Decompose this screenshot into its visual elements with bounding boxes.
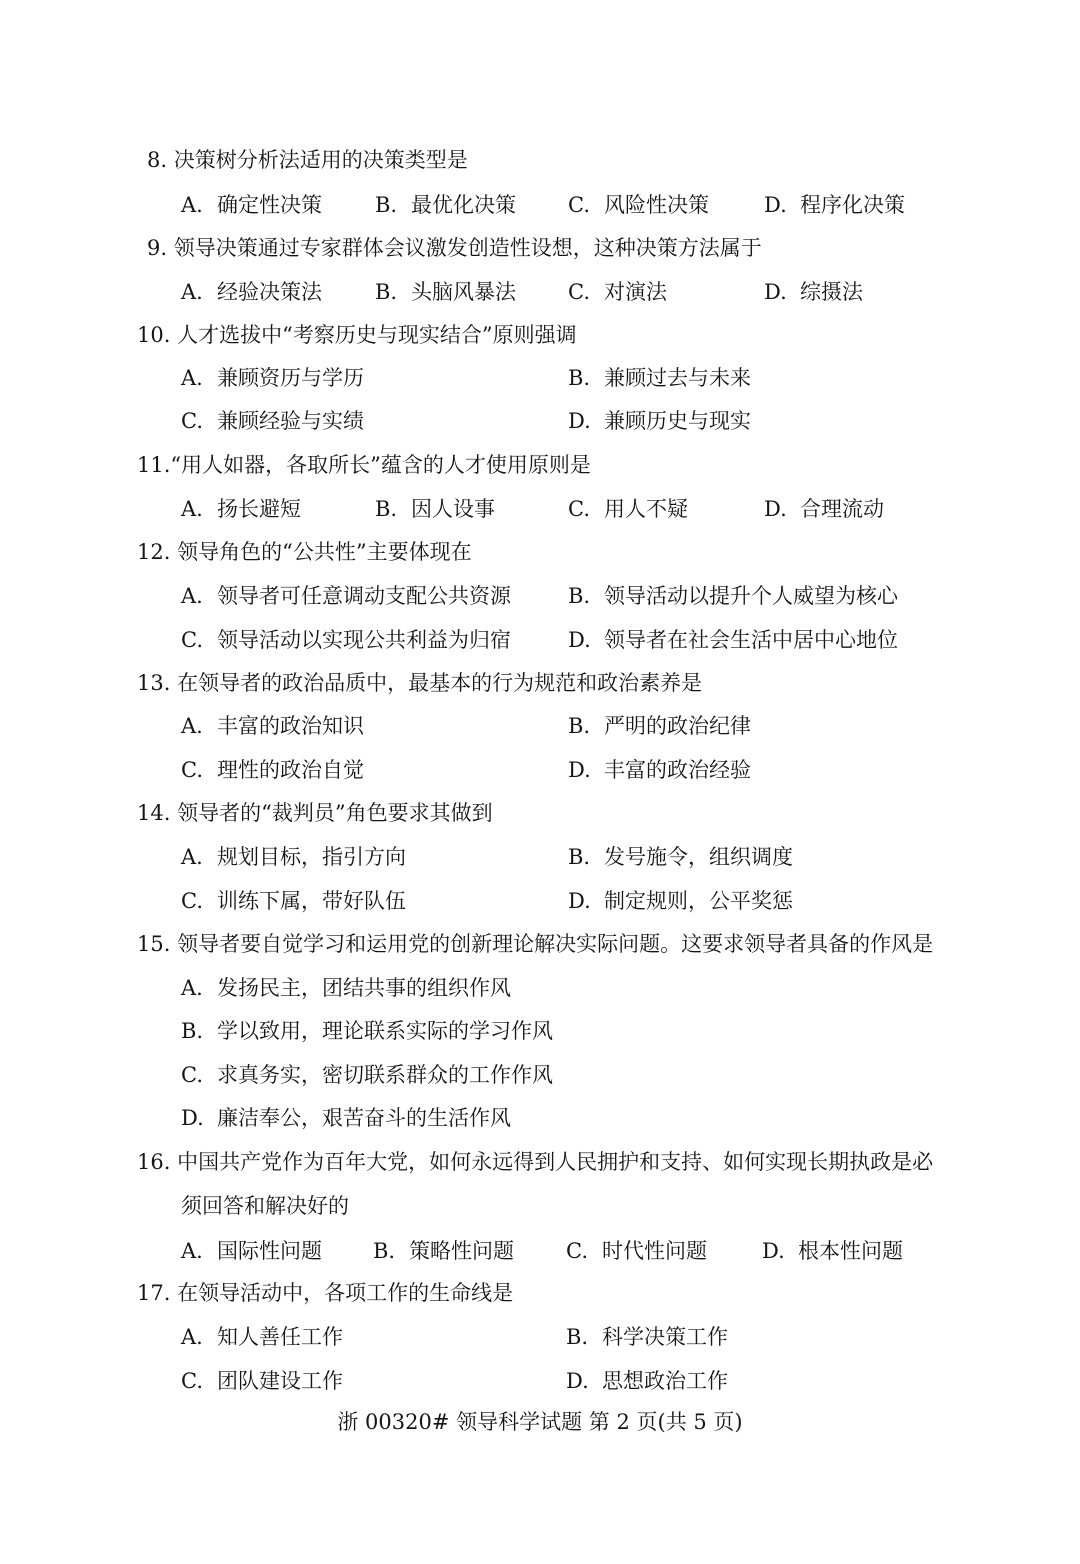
option-key: A.: [181, 1325, 203, 1349]
option-b: [375, 190, 516, 220]
question-stem: [137, 537, 472, 567]
question-number: 13.: [137, 671, 171, 695]
question-stem: [137, 320, 577, 350]
question-number: 11.: [137, 453, 171, 477]
question-stem: [137, 668, 702, 698]
option-key: D.: [764, 193, 787, 217]
option-a: [181, 277, 322, 307]
option-d: [762, 1236, 903, 1266]
stem-line: 领导角色的“公共性”主要体现在: [177, 540, 472, 564]
option-b: [373, 1236, 514, 1266]
option-a: [181, 363, 364, 393]
option-key: C.: [568, 497, 590, 521]
option-key: D.: [764, 280, 787, 304]
option-text: 综摄法: [800, 280, 863, 304]
option-text: 领导活动以提升个人威望为核心: [604, 584, 898, 608]
option-b: [568, 363, 751, 393]
option-a: [181, 842, 406, 872]
option-text: 最优化决策: [411, 193, 516, 217]
option-key: D.: [568, 758, 591, 782]
option-text: 头脑风暴法: [411, 280, 516, 304]
option-text: 知人善任工作: [217, 1325, 343, 1349]
option-c: [568, 277, 667, 307]
option-key: D.: [764, 497, 787, 521]
option-key: C.: [568, 280, 590, 304]
stem-line: 领导决策通过专家群体会议激发创造性设想，这种决策方法属于: [173, 236, 762, 260]
question-stem: [137, 450, 591, 480]
option-b: [181, 1016, 553, 1046]
option-text: 根本性问题: [798, 1239, 903, 1263]
option-text: 确定性决策: [217, 193, 322, 217]
option-text: 国际性问题: [217, 1239, 322, 1263]
stem-line: 决策树分析法适用的决策类型是: [173, 148, 468, 172]
question-number: 9.: [147, 236, 168, 260]
option-c: [181, 755, 364, 785]
option-text: 兼顾资历与学历: [217, 366, 364, 390]
option-key: D.: [568, 628, 591, 652]
option-key: A.: [181, 193, 203, 217]
question-number: 10.: [137, 323, 171, 347]
option-key: B.: [568, 714, 591, 738]
option-a: [181, 190, 322, 220]
stem-line: 中国共产党作为百年大党，如何永远得到人民拥护和支持、如何实现长期执政是必: [177, 1150, 934, 1174]
option-key: C.: [181, 1063, 203, 1087]
option-a: [181, 973, 511, 1003]
option-key: D.: [762, 1239, 785, 1263]
option-text: 兼顾历史与现实: [604, 409, 751, 433]
option-key: D.: [568, 409, 591, 433]
option-d: [568, 886, 793, 916]
stem-line: 领导者要自觉学习和运用党的创新理论解决实际问题。这要求领导者具备的作风是: [177, 932, 934, 956]
option-text: 兼顾过去与未来: [604, 366, 751, 390]
option-d: [764, 494, 884, 524]
option-key: A.: [181, 845, 203, 869]
option-text: 领导者在社会生活中居中心地位: [604, 628, 898, 652]
question-number: 16.: [137, 1150, 171, 1174]
option-key: C.: [566, 1239, 588, 1263]
option-text: 丰富的政治知识: [217, 714, 364, 738]
option-d: [568, 755, 751, 785]
question-stem: [147, 233, 762, 263]
option-c: [181, 1060, 553, 1090]
option-d: [568, 625, 898, 655]
option-text: 经验决策法: [217, 280, 322, 304]
question-number: 14.: [137, 801, 171, 825]
option-key: A.: [181, 714, 203, 738]
option-text: 团队建设工作: [217, 1369, 343, 1393]
stem-line: 在领导者的政治品质中，最基本的行为规范和政治素养是: [177, 671, 703, 695]
option-text: 训练下属，带好队伍: [217, 889, 406, 913]
option-b: [568, 711, 751, 741]
option-text: 因人设事: [411, 497, 495, 521]
option-key: C.: [181, 758, 203, 782]
option-key: B.: [181, 1019, 204, 1043]
option-b: [568, 842, 793, 872]
option-key: B.: [566, 1325, 589, 1349]
option-c: [181, 625, 511, 655]
stem-line: 须回答和解决好的: [181, 1194, 349, 1218]
question-stem-continued: [181, 1191, 349, 1221]
option-text: 思想政治工作: [602, 1369, 728, 1393]
option-key: B.: [568, 845, 591, 869]
option-d: [566, 1366, 728, 1396]
option-b: [375, 494, 495, 524]
option-c: [181, 406, 364, 436]
option-text: 风险性决策: [604, 193, 709, 217]
stem-line: 领导者的“裁判员”角色要求其做到: [177, 801, 493, 825]
option-text: 领导者可任意调动支配公共资源: [217, 584, 511, 608]
option-c: [566, 1236, 707, 1266]
question-stem: [147, 145, 468, 175]
option-c: [181, 886, 406, 916]
option-key: B.: [375, 497, 398, 521]
option-text: 严明的政治纪律: [604, 714, 751, 738]
stem-line: 在领导活动中，各项工作的生命线是: [177, 1281, 514, 1305]
option-text: 制定规则，公平奖惩: [604, 889, 793, 913]
option-b: [375, 277, 516, 307]
option-b: [568, 581, 898, 611]
question-number: 12.: [137, 540, 171, 564]
option-key: A.: [181, 584, 203, 608]
question-stem: [137, 1278, 513, 1308]
option-key: A.: [181, 976, 203, 1000]
option-text: 学以致用，理论联系实际的学习作风: [217, 1019, 553, 1043]
question-stem: [137, 798, 493, 828]
option-key: B.: [375, 280, 398, 304]
option-a: [181, 1236, 322, 1266]
option-b: [566, 1322, 728, 1352]
option-text: 用人不疑: [604, 497, 688, 521]
question-number: 17.: [137, 1281, 171, 1305]
option-text: 程序化决策: [800, 193, 905, 217]
question-stem: [137, 1147, 933, 1177]
option-c: [181, 1366, 343, 1396]
option-text: 理性的政治自觉: [217, 758, 364, 782]
option-text: 兼顾经验与实绩: [217, 409, 364, 433]
option-text: 对演法: [604, 280, 667, 304]
option-key: A.: [181, 280, 203, 304]
option-key: B.: [568, 366, 591, 390]
option-text: 领导活动以实现公共利益为归宿: [217, 628, 511, 652]
option-text: 策略性问题: [409, 1239, 514, 1263]
stem-line: 人才选拔中“考察历史与现实结合”原则强调: [177, 323, 577, 347]
option-text: 求真务实，密切联系群众的工作作风: [217, 1063, 553, 1087]
option-key: C.: [181, 1369, 203, 1393]
option-key: B.: [375, 193, 398, 217]
question-number: 15.: [137, 932, 171, 956]
option-text: 规划目标，指引方向: [217, 845, 406, 869]
option-key: A.: [181, 1239, 203, 1263]
option-d: [568, 406, 751, 436]
option-d: [764, 277, 863, 307]
question-stem: [137, 929, 933, 959]
page-footer: 浙 00320# 领导科学试题 第 2 页(共 5 页): [337, 1410, 743, 1434]
option-key: B.: [568, 584, 591, 608]
stem-line: “用人如器，各取所长”蕴含的人才使用原则是: [170, 453, 591, 477]
option-text: 合理流动: [800, 497, 884, 521]
option-key: A.: [181, 366, 203, 390]
option-a: [181, 494, 301, 524]
option-d: [181, 1103, 511, 1133]
option-text: 发号施令，组织调度: [604, 845, 793, 869]
option-key: D.: [568, 889, 591, 913]
option-text: 发扬民主，团结共事的组织作风: [217, 976, 511, 1000]
option-key: C.: [181, 409, 203, 433]
option-text: 扬长避短: [217, 497, 301, 521]
option-text: 科学决策工作: [602, 1325, 728, 1349]
question-number: 8.: [147, 148, 168, 172]
option-text: 廉洁奉公，艰苦奋斗的生活作风: [217, 1106, 511, 1130]
option-key: C.: [568, 193, 590, 217]
option-key: C.: [181, 628, 203, 652]
option-text: 丰富的政治经验: [604, 758, 751, 782]
option-text: 时代性问题: [602, 1239, 707, 1263]
option-a: [181, 711, 364, 741]
option-a: [181, 581, 511, 611]
option-a: [181, 1322, 343, 1352]
option-c: [568, 190, 709, 220]
option-key: C.: [181, 889, 203, 913]
option-key: D.: [566, 1369, 589, 1393]
option-key: D.: [181, 1106, 204, 1130]
option-d: [764, 190, 905, 220]
option-key: A.: [181, 497, 203, 521]
option-c: [568, 494, 688, 524]
option-key: B.: [373, 1239, 396, 1263]
